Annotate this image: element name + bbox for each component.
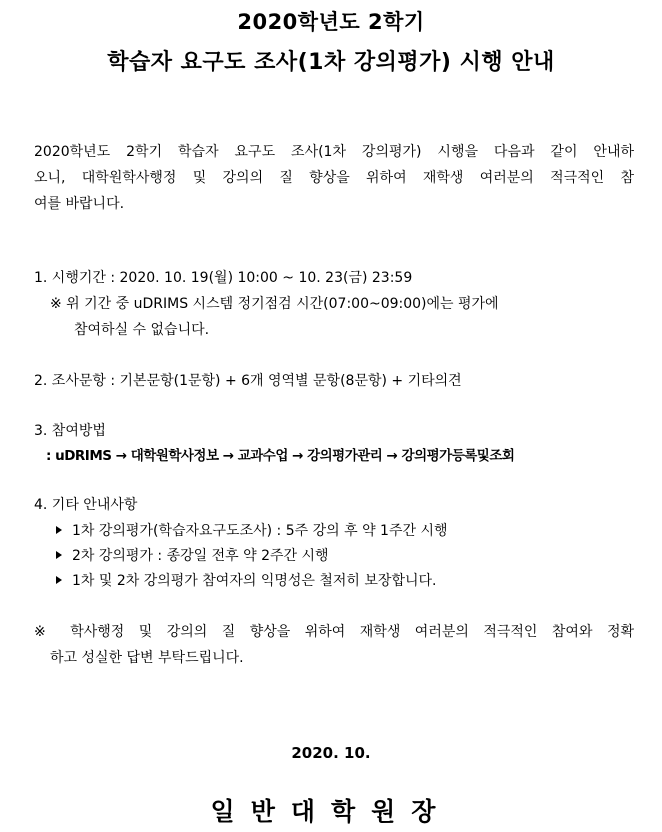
list-item (56, 545, 329, 567)
list-item-text: 2차 강의평가 : 종강일 전후 약 2주간 시행 (72, 548, 329, 564)
triangle-bullet-icon (56, 526, 62, 534)
section-3-path: : uDRIMS → 대학원학사정보 → 교과수업 → 강의평가관리 → 강의평가등록및조회 (46, 448, 515, 464)
section-3-heading: 3. 참여방법 (34, 423, 106, 439)
intro-line-2: 오니, 대학원학사행정 및 강의의 질 향상을 위하여 재학생 여러분의 적극적인 참 (34, 170, 634, 186)
section-1-note-line-1: ※ 위 기간 중 uDRIMS 시스템 정기점검 시간(07:00~09:00)에는 평가에 (50, 296, 499, 312)
intro-line-3: 여를 바랍니다. (34, 196, 125, 212)
signature: 일반대학원장 (210, 797, 452, 826)
section-2-heading: 2. 조사문항 : 기본문항(1문항) + 6개 영역별 문항(8문항) + 기타의견 (34, 373, 462, 389)
section-4-heading: 4. 기타 안내사항 (34, 497, 138, 513)
document-date: 2020. 10. (291, 744, 371, 762)
closing-line-2: 하고 성실한 답변 부탁드립니다. (50, 650, 244, 666)
list-item-text: 1차 강의평가(학습자요구도조사) : 5주 강의 후 약 1주간 시행 (72, 523, 448, 539)
section-1-heading: 1. 시행기간 : 2020. 10. 19(월) 10:00 ~ 10. 23(금) 23:59 (34, 270, 413, 286)
title-line-2: 학습자 요구도 조사(1차 강의평가) 시행 안내 (107, 50, 555, 75)
triangle-bullet-icon (56, 551, 62, 559)
list-item (56, 520, 448, 542)
intro-line-1: 2020학년도 2학기 학습자 요구도 조사(1차 강의평가) 시행을 다음과 같이 안내하 (34, 144, 634, 160)
closing-line-1: ※ 학사행정 및 강의의 질 향상을 위하여 재학생 여러분의 적극적인 참여와 정확 (34, 624, 634, 640)
triangle-bullet-icon (56, 576, 62, 584)
list-item (56, 570, 436, 592)
section-1-note-line-2: 참여하실 수 없습니다. (74, 322, 210, 338)
list-item-text: 1차 및 2차 강의평가 참여자의 익명성은 철저히 보장합니다. (72, 573, 437, 589)
title-line-1: 2020학년도 2학기 (237, 10, 425, 34)
